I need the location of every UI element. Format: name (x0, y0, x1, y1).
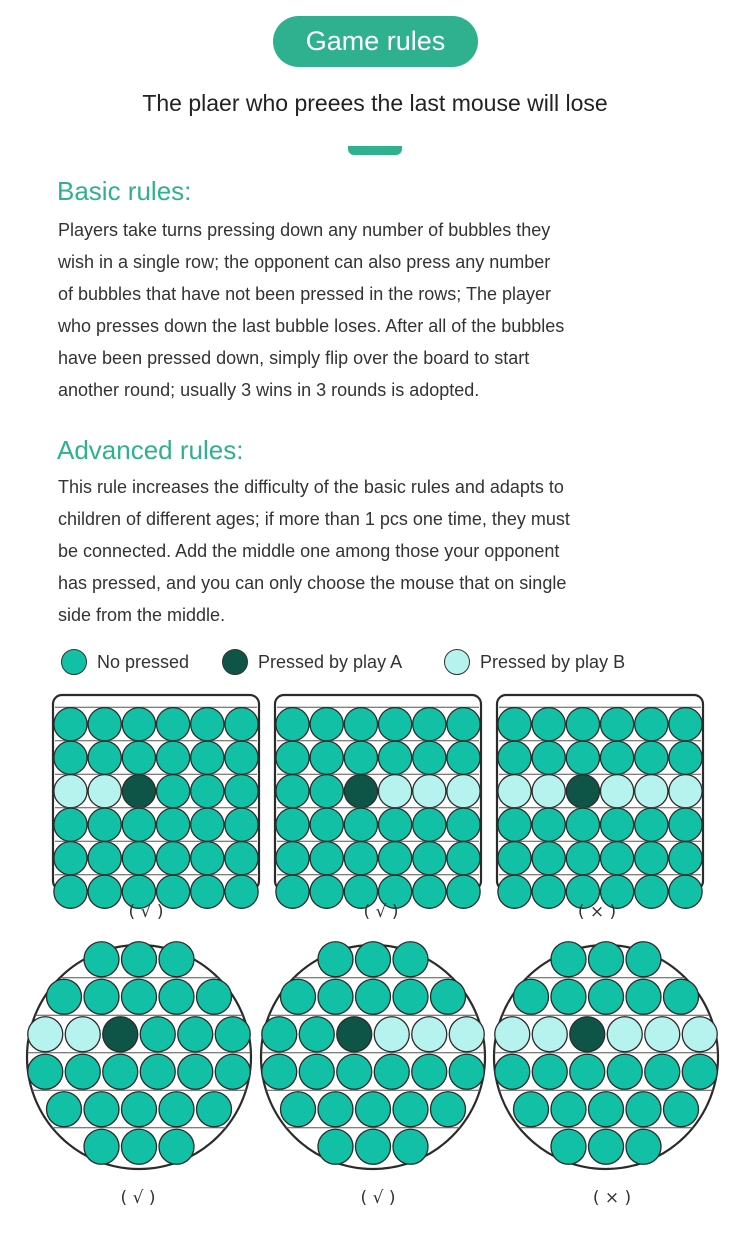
unpressed-bubble (337, 1054, 372, 1089)
verdict-mark: ( × ) (592, 1188, 632, 1208)
player-b-bubble (601, 775, 634, 808)
unpressed-bubble (607, 1054, 642, 1089)
unpressed-bubble (122, 842, 155, 875)
advanced-rules-title: Advanced rules: (57, 435, 244, 465)
player-a-bubble (337, 1017, 372, 1052)
unpressed-bubble (191, 775, 224, 808)
unpressed-bubble (601, 808, 634, 841)
unpressed-bubble (447, 808, 480, 841)
unpressed-bubble (669, 808, 702, 841)
unpressed-bubble (447, 875, 480, 908)
unpressed-bubble (498, 875, 531, 908)
unpressed-bubble (310, 775, 343, 808)
unpressed-bubble (84, 1129, 119, 1164)
unpressed-bubble (601, 741, 634, 774)
unpressed-bubble (431, 1092, 466, 1127)
unpressed-bubble (47, 1092, 82, 1127)
verdict-mark: ( √ ) (363, 902, 399, 922)
unpressed-bubble (413, 741, 446, 774)
unpressed-bubble (635, 808, 668, 841)
basic-rules-line: of bubbles that have not been pressed in the rows; The player (58, 284, 551, 304)
unpressed-bubble (532, 708, 565, 741)
unpressed-bubble (225, 842, 258, 875)
unpressed-bubble (356, 1092, 391, 1127)
unpressed-bubble (393, 942, 428, 977)
unpressed-bubble (276, 875, 309, 908)
unpressed-bubble (225, 775, 258, 808)
player-a-bubble (344, 775, 377, 808)
unpressed-bubble (566, 842, 599, 875)
unpressed-bubble (84, 979, 119, 1014)
unpressed-bubble (84, 1092, 119, 1127)
unpressed-bubble (88, 808, 121, 841)
unpressed-bubble (262, 1017, 297, 1052)
unpressed-bubble (379, 842, 412, 875)
unpressed-bubble (664, 979, 699, 1014)
unpressed-bubble (413, 842, 446, 875)
unpressed-bubble (374, 1054, 409, 1089)
unpressed-bubble (225, 875, 258, 908)
unpressed-bubble (635, 875, 668, 908)
basic-rules-line: Players take turns pressing down any number of bubbles they (58, 220, 551, 240)
unpressed-bubble (310, 842, 343, 875)
verdict-mark: ( √ ) (120, 1188, 156, 1208)
unpressed-bubble (626, 1129, 661, 1164)
legend-label: Pressed by play B (480, 651, 626, 672)
unpressed-bubble (84, 942, 119, 977)
unpressed-bubble (626, 979, 661, 1014)
player-b-bubble (65, 1017, 100, 1052)
unpressed-bubble (635, 741, 668, 774)
unpressed-bubble (54, 741, 87, 774)
unpressed-bubble (122, 708, 155, 741)
round-board (494, 942, 718, 1169)
unpressed-bubble (88, 842, 121, 875)
unpressed-bubble (299, 1054, 334, 1089)
unpressed-bubble (551, 979, 586, 1014)
unpressed-bubble (626, 1092, 661, 1127)
unpressed-bubble (28, 1054, 63, 1089)
unpressed-bubble (669, 875, 702, 908)
round-board (27, 942, 251, 1169)
unpressed-bubble (635, 708, 668, 741)
unpressed-bubble (635, 842, 668, 875)
unpressed-bubble (88, 708, 121, 741)
unpressed-bubble (215, 1054, 250, 1089)
player-b-bubble (645, 1017, 680, 1052)
unpressed-bubble (225, 808, 258, 841)
unpressed-bubble (498, 842, 531, 875)
unpressed-bubble (54, 808, 87, 841)
player-b-bubble (374, 1017, 409, 1052)
unpressed-bubble (356, 979, 391, 1014)
unpressed-bubble (379, 741, 412, 774)
unpressed-bubble (413, 708, 446, 741)
unpressed-bubble (498, 741, 531, 774)
unpressed-bubble (589, 1129, 624, 1164)
unpressed-bubble (344, 808, 377, 841)
unpressed-bubble (447, 708, 480, 741)
unpressed-bubble (276, 842, 309, 875)
unpressed-bubble (645, 1054, 680, 1089)
unpressed-bubble (191, 875, 224, 908)
advanced-rules-line: side from the middle. (58, 605, 226, 625)
unpressed-bubble (551, 942, 586, 977)
verdict-mark: ( √ ) (360, 1188, 396, 1208)
unpressed-bubble (589, 942, 624, 977)
unpressed-bubble (551, 1092, 586, 1127)
legend-label: No pressed (97, 651, 190, 672)
player-a-bubble (122, 775, 155, 808)
unpressed-bubble (379, 808, 412, 841)
verdict-mark: ( × ) (577, 902, 617, 922)
unpressed-bubble (191, 808, 224, 841)
player-b-bubble (495, 1017, 530, 1052)
unpressed-bubble (65, 1054, 100, 1089)
unpressed-bubble (122, 979, 157, 1014)
unpressed-bubble (532, 842, 565, 875)
unpressed-bubble (447, 741, 480, 774)
square-board (497, 695, 703, 908)
unpressed-bubble (344, 842, 377, 875)
unpressed-bubble (566, 708, 599, 741)
unpressed-bubble (191, 708, 224, 741)
unpressed-bubble (393, 1129, 428, 1164)
unpressed-bubble (551, 1129, 586, 1164)
player-a-bubble (570, 1017, 605, 1052)
unpressed-bubble (413, 808, 446, 841)
round-board (261, 942, 485, 1169)
player-b-bubble (88, 775, 121, 808)
unpressed-bubble (159, 942, 194, 977)
player-b-bubble (449, 1017, 484, 1052)
unpressed-bubble (514, 979, 549, 1014)
advanced-rules-line: has pressed, and you can only choose the mouse that on single (58, 573, 567, 593)
player-b-bubble (413, 775, 446, 808)
unpressed-bubble (54, 708, 87, 741)
player-b-bubble (635, 775, 668, 808)
unpressed-bubble (54, 875, 87, 908)
unpressed-bubble (122, 1129, 157, 1164)
unpressed-bubble (54, 842, 87, 875)
unpressed-bubble (495, 1054, 530, 1089)
player-b-bubble (412, 1017, 447, 1052)
player-b-bubble (532, 775, 565, 808)
player-a-bubble (566, 775, 599, 808)
unpressed-bubble (589, 979, 624, 1014)
advanced-rules-line: This rule increases the difficulty of the basic rules and adapts to (58, 477, 564, 497)
unpressed-bubble (157, 708, 190, 741)
player-b-bubble (54, 775, 87, 808)
unpressed-bubble (225, 741, 258, 774)
unpressed-bubble (532, 741, 565, 774)
basic-rules-line: have been pressed down, simply flip over the board to start (58, 348, 530, 368)
unpressed-bubble (197, 979, 232, 1014)
player-b-bubble (682, 1017, 717, 1052)
player-b-bubble (532, 1017, 567, 1052)
unpressed-bubble (191, 741, 224, 774)
unpressed-bubble (669, 708, 702, 741)
unpressed-bubble (276, 741, 309, 774)
unpressed-bubble (498, 708, 531, 741)
unpressed-bubble (215, 1017, 250, 1052)
unpressed-bubble (310, 875, 343, 908)
unpressed-bubble (682, 1054, 717, 1089)
unpressed-bubble (318, 942, 353, 977)
unpressed-bubble (393, 979, 428, 1014)
unpressed-bubble (379, 708, 412, 741)
unpressed-bubble (122, 1092, 157, 1127)
unpressed-bubble (178, 1054, 213, 1089)
unpressed-bubble (122, 808, 155, 841)
unpressed-bubble (318, 1129, 353, 1164)
unpressed-bubble (589, 1092, 624, 1127)
unpressed-bubble (225, 708, 258, 741)
page-subtitle: The plaer who preees the last mouse will lose (142, 90, 608, 116)
unpressed-bubble (157, 741, 190, 774)
unpressed-bubble (344, 741, 377, 774)
unpressed-bubble (276, 775, 309, 808)
unpressed-bubble (310, 708, 343, 741)
unpressed-bubble (159, 1129, 194, 1164)
unpressed-bubble (191, 842, 224, 875)
unpressed-bubble (140, 1017, 175, 1052)
player-b-bubble (498, 775, 531, 808)
unpressed-bubble (532, 808, 565, 841)
basic-rules-line: another round; usually 3 wins in 3 rounds is adopted. (58, 380, 480, 400)
unpressed-bubble (157, 808, 190, 841)
unpressed-bubble (356, 942, 391, 977)
unpressed-bubble (566, 808, 599, 841)
unpressed-bubble (178, 1017, 213, 1052)
unpressed-bubble (447, 842, 480, 875)
player-b-bubble (28, 1017, 63, 1052)
unpressed-bubble (393, 1092, 428, 1127)
unpressed-bubble (664, 1092, 699, 1127)
unpressed-bubble (566, 741, 599, 774)
unpressed-bubble (88, 741, 121, 774)
player-b-bubble (379, 775, 412, 808)
player-b-bubble (447, 775, 480, 808)
unpressed-bubble (431, 979, 466, 1014)
unpressed-bubble (498, 808, 531, 841)
basic-rules-line: who presses down the last bubble loses. After all of the bubbles (58, 316, 565, 336)
unpressed-bubble (122, 942, 157, 977)
unpressed-bubble (601, 842, 634, 875)
unpressed-bubble (412, 1054, 447, 1089)
unpressed-bubble (281, 1092, 316, 1127)
unpressed-bubble (281, 979, 316, 1014)
unpressed-bubble (310, 741, 343, 774)
square-board (275, 695, 481, 908)
unpressed-bubble (197, 1092, 232, 1127)
advanced-rules-line: children of different ages; if more than 1 pcs one time, they must (58, 509, 570, 529)
unpressed-bubble (318, 1092, 353, 1127)
unpressed-bubble (276, 708, 309, 741)
unpressed-bubble (159, 1092, 194, 1127)
player-b-bubble (607, 1017, 642, 1052)
unpressed-bubble (449, 1054, 484, 1089)
unpressed-bubble (122, 741, 155, 774)
basic-rules-title: Basic rules: (57, 176, 192, 206)
unpressed-bubble (262, 1054, 297, 1089)
unpressed-bubble (601, 708, 634, 741)
unpressed-bubble (669, 842, 702, 875)
advanced-rules-line: be connected. Add the middle one among those your opponent (58, 541, 560, 561)
unpressed-bubble (157, 775, 190, 808)
player-b-bubble (669, 775, 702, 808)
unpressed-bubble (356, 1129, 391, 1164)
unpressed-bubble (310, 808, 343, 841)
game-rules-badge: Game rules (273, 16, 478, 67)
basic-rules-line: wish in a single row; the opponent can also press any number (58, 252, 551, 272)
unpressed-bubble (318, 979, 353, 1014)
player-a-bubble (103, 1017, 138, 1052)
unpressed-bubble (159, 979, 194, 1014)
unpressed-bubble (276, 808, 309, 841)
unpressed-bubble (626, 942, 661, 977)
unpressed-bubble (344, 708, 377, 741)
unpressed-bubble (669, 741, 702, 774)
unpressed-bubble (140, 1054, 175, 1089)
unpressed-bubble (570, 1054, 605, 1089)
unpressed-bubble (532, 1054, 567, 1089)
unpressed-bubble (514, 1092, 549, 1127)
unpressed-bubble (103, 1054, 138, 1089)
unpressed-bubble (47, 979, 82, 1014)
legend-label: Pressed by play A (258, 651, 403, 672)
square-board (53, 695, 259, 908)
unpressed-bubble (157, 842, 190, 875)
verdict-mark: ( √ ) (128, 902, 164, 922)
unpressed-bubble (299, 1017, 334, 1052)
